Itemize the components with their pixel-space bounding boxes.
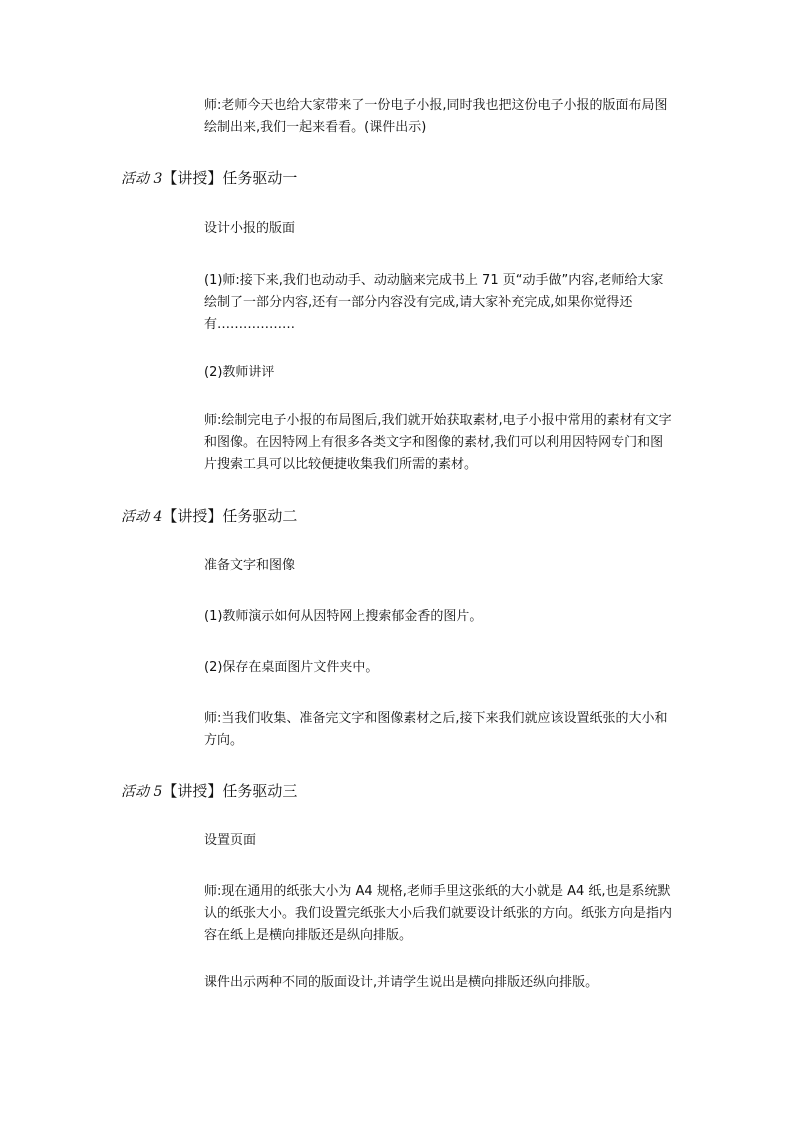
activity-title: 【讲授】任务驱动三 xyxy=(162,782,298,800)
heading-activity-4 xyxy=(121,506,297,527)
heading-activity-3 xyxy=(121,168,297,189)
activity-title: 【讲授】任务驱动一 xyxy=(162,169,298,187)
paragraph-materials: 师:绘制完电子小报的布局图后,我们就开始获取素材,电子小报中常用的素材有文字和图像。在因特网上有很多各类文字和图像的素材,我们可以利用因特网专门和图片搜索工具可以比较便捷收集我们所需的素材。 xyxy=(204,413,672,472)
activity-number: 活动 3 xyxy=(121,171,163,187)
paragraph-orientation-demo: 课件出示两种不同的版面设计,并请学生说出是横向排版还纵向排版。 xyxy=(204,975,599,990)
heading-activity-5 xyxy=(121,781,297,802)
paragraph-intro: 师:老师今天也给大家带来了一份电子小报,同时我也把这份电子小报的版面布局图绘制出来,我们一起来看看。(课件出示) xyxy=(204,98,668,135)
paragraph-layout-design: 设计小报的版面 xyxy=(204,221,296,236)
paragraph-search-demo: (1)教师演示如何从因特网上搜索郁金香的图片。 xyxy=(204,609,483,624)
paragraph-step-1: (1)师:接下来,我们也动动手、动动脑来完成书上 71 页“动手做”内容,老师给大家绘制了一部分内容,还有一部分内容没有完成,请大家补充完成,如果你觉得还有……………… xyxy=(204,273,664,332)
paragraph-save: (2)保存在桌面图片文件夹中。 xyxy=(204,660,379,675)
activity-number: 活动 4 xyxy=(121,509,163,525)
paragraph-page-setup: 设置页面 xyxy=(204,833,257,848)
paragraph-step-2: (2)教师讲评 xyxy=(204,365,275,380)
activity-number: 活动 5 xyxy=(121,784,163,800)
paragraph-paper-setup: 师:当我们收集、准备完文字和图像素材之后,接下来我们就应该设置纸张的大小和方向。 xyxy=(204,711,668,748)
activity-title: 【讲授】任务驱动二 xyxy=(162,507,298,525)
paragraph-prepare: 准备文字和图像 xyxy=(204,558,296,573)
paragraph-a4: 师:现在通用的纸张大小为 A4 规格,老师手里这张纸的大小就是 A4 纸,也是系统默认的纸张大小。我们设置完纸张大小后我们就要设计纸张的方向。纸张方向是指内容在纸上是横向排版还是纵向排版。 xyxy=(204,884,673,943)
